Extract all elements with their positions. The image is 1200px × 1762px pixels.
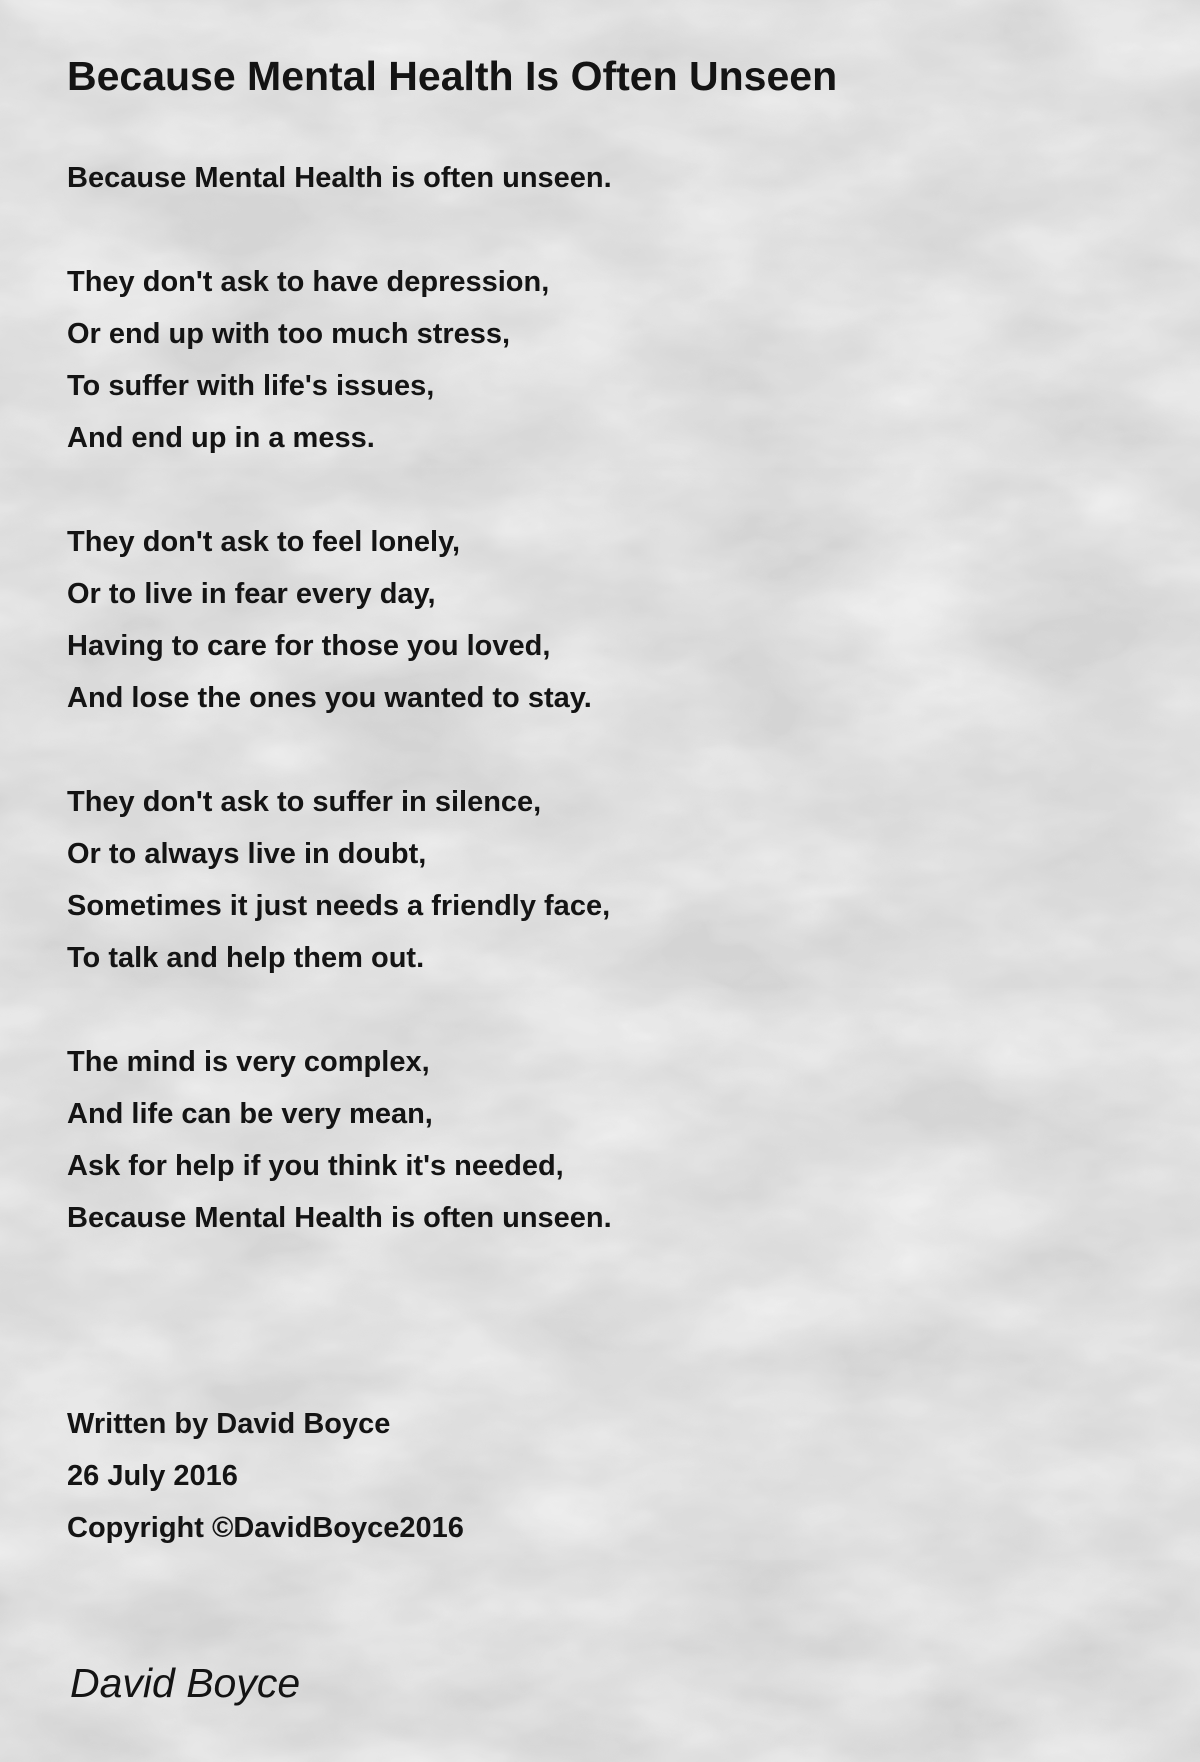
poem-line: And life can be very mean, bbox=[67, 1098, 433, 1130]
stanza bbox=[67, 776, 612, 984]
poem-line: They don't ask to suffer in silence, bbox=[67, 786, 542, 818]
stanza bbox=[67, 152, 612, 204]
poem-line: Or to always live in doubt, bbox=[67, 838, 427, 870]
copyright-notice: Copyright ©DavidBoyce2016 bbox=[67, 1512, 464, 1544]
poem-line: Because Mental Health is often unseen. bbox=[67, 162, 612, 194]
poem-credits bbox=[67, 1398, 464, 1554]
poem-line: They don't ask to feel lonely, bbox=[67, 526, 461, 558]
poem-line: And lose the ones you wanted to stay. bbox=[67, 682, 592, 714]
poem-line: They don't ask to have depression, bbox=[67, 266, 550, 298]
poem-title: Because Mental Health Is Often Unseen bbox=[67, 53, 838, 99]
stanza bbox=[67, 1036, 612, 1244]
poem-line: The mind is very complex, bbox=[67, 1046, 430, 1078]
poem-line: Because Mental Health is often unseen. bbox=[67, 1202, 612, 1234]
poem-line: Sometimes it just needs a friendly face, bbox=[67, 890, 611, 922]
author-credit: Written by David Boyce bbox=[67, 1408, 391, 1440]
poem-line: Or to live in fear every day, bbox=[67, 578, 436, 610]
poem-line: Ask for help if you think it's needed, bbox=[67, 1150, 564, 1182]
poem-line: Or end up with too much stress, bbox=[67, 318, 511, 350]
poem-line: And end up in a mess. bbox=[67, 422, 375, 454]
poem-body bbox=[67, 152, 612, 1296]
stanza bbox=[67, 516, 612, 724]
stanza bbox=[67, 256, 612, 464]
poem-date: 26 July 2016 bbox=[67, 1460, 238, 1492]
poem-line: To suffer with life's issues, bbox=[67, 370, 435, 402]
author-signature: David Boyce bbox=[70, 1660, 301, 1706]
poem-line: Having to care for those you loved, bbox=[67, 630, 551, 662]
poem-line: To talk and help them out. bbox=[67, 942, 425, 974]
